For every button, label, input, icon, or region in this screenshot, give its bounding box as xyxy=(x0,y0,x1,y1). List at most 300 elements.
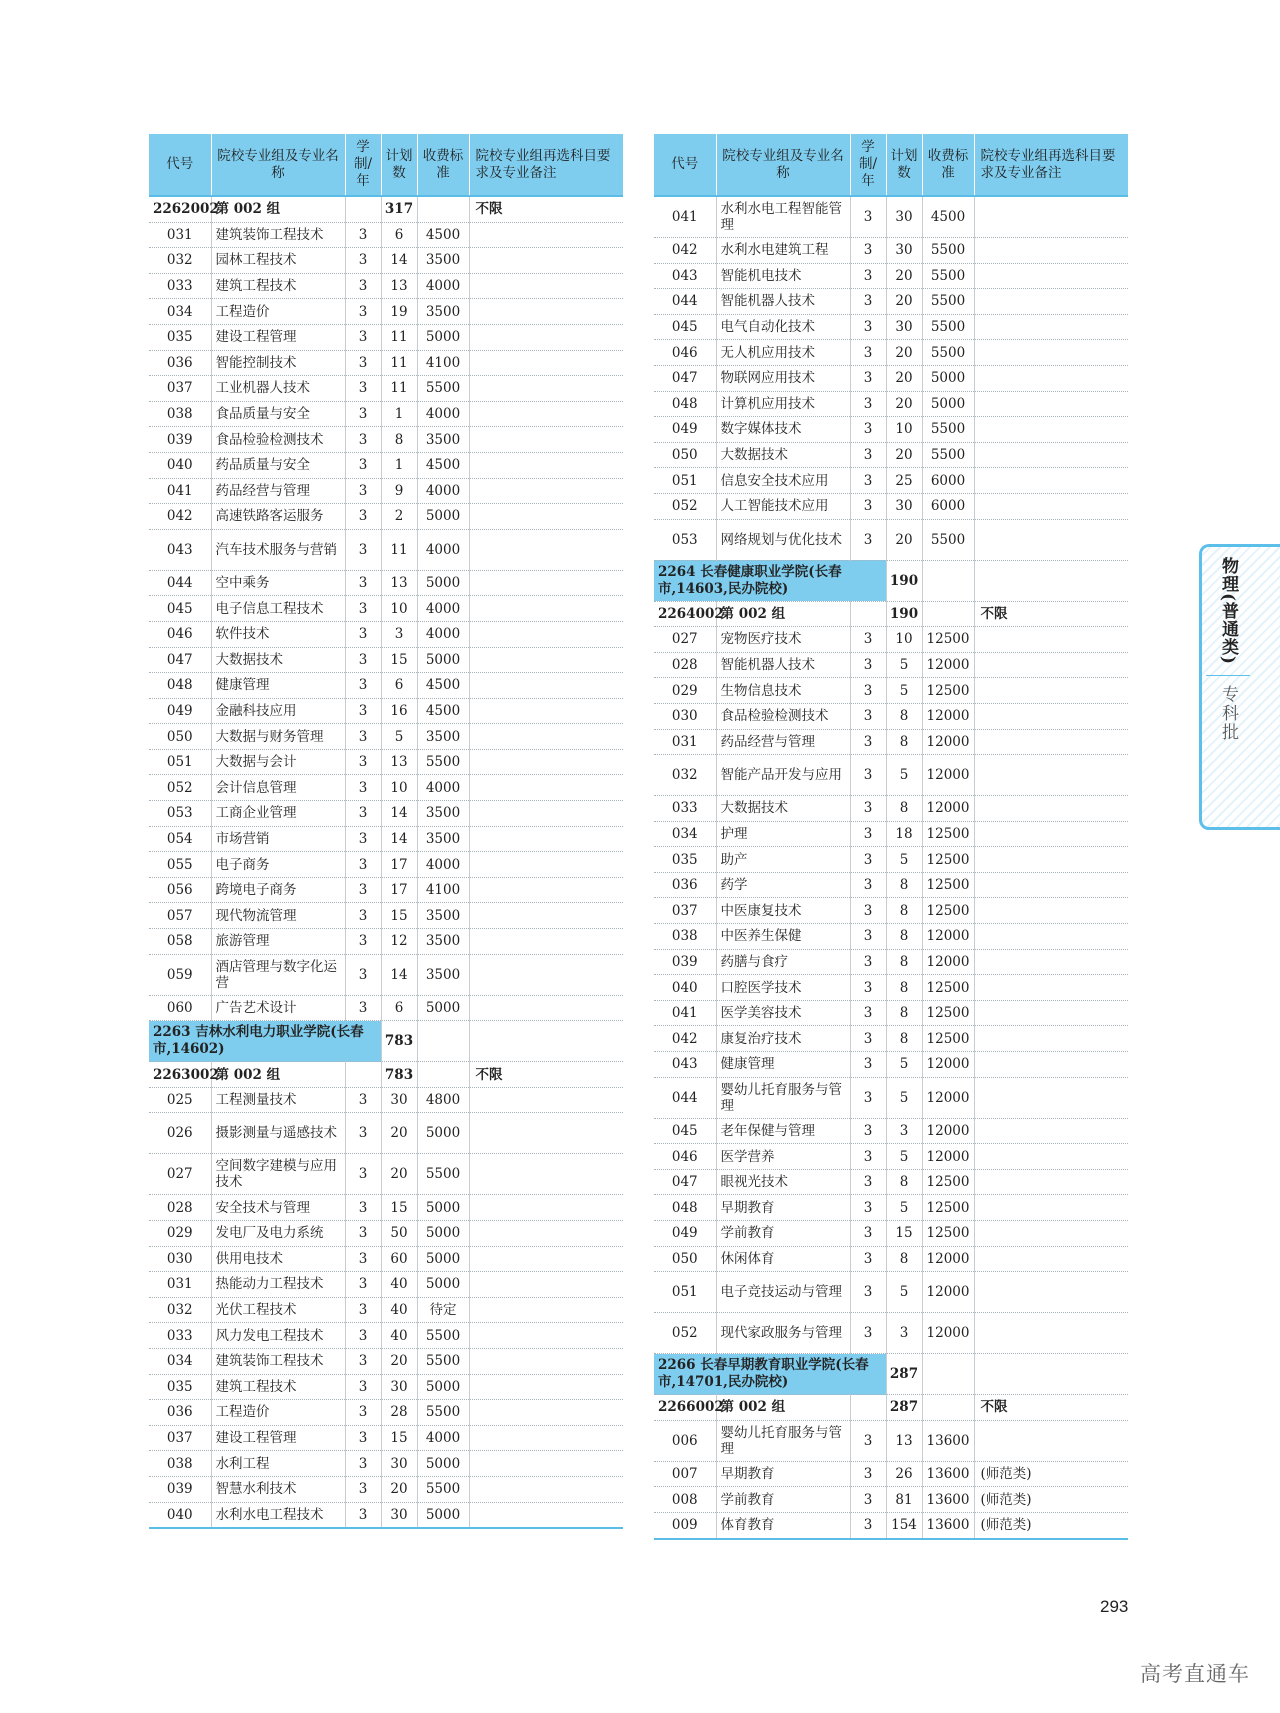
major-row xyxy=(654,755,1128,796)
major-row xyxy=(149,596,623,622)
major-years: 3 xyxy=(345,954,381,995)
major-name: 生物信息技术 xyxy=(716,678,850,704)
major-name: 工程造价 xyxy=(211,299,345,325)
major-code: 050 xyxy=(654,1246,716,1272)
major-years: 3 xyxy=(345,570,381,596)
major-years: 3 xyxy=(345,1195,381,1221)
major-code: 031 xyxy=(149,222,211,248)
major-years: 3 xyxy=(850,703,886,729)
major-plan: 11 xyxy=(381,376,417,402)
major-fee: 5000 xyxy=(417,1221,469,1247)
major-name: 工业机器人技术 xyxy=(211,376,345,402)
major-plan: 5 xyxy=(886,678,922,704)
major-years: 3 xyxy=(345,596,381,622)
major-code: 053 xyxy=(149,801,211,827)
major-name: 智能机器人技术 xyxy=(716,652,850,678)
school-name: 2264 长春健康职业学院(长春市,14603,民办院校) xyxy=(654,560,886,601)
major-plan: 16 xyxy=(381,698,417,724)
major-years: 3 xyxy=(345,1451,381,1477)
major-row xyxy=(149,1154,623,1195)
school-fee-cell xyxy=(922,1354,974,1395)
major-name: 现代物流管理 xyxy=(211,903,345,929)
major-code: 048 xyxy=(654,391,716,417)
major-years: 3 xyxy=(345,478,381,504)
major-code: 045 xyxy=(654,314,716,340)
major-years: 3 xyxy=(850,678,886,704)
major-note xyxy=(974,1221,1128,1247)
school-row xyxy=(149,1021,623,1062)
major-code: 026 xyxy=(149,1113,211,1154)
group-subject-requirement: 不限 xyxy=(974,1395,1128,1421)
major-code: 042 xyxy=(149,504,211,530)
major-years: 3 xyxy=(345,852,381,878)
major-row xyxy=(149,1348,623,1374)
major-fee: 5000 xyxy=(922,391,974,417)
major-name: 健康管理 xyxy=(211,673,345,699)
major-years: 3 xyxy=(345,504,381,530)
major-row xyxy=(654,365,1128,391)
major-row xyxy=(654,703,1128,729)
major-fee: 5000 xyxy=(417,1272,469,1298)
major-row xyxy=(149,273,623,299)
major-years: 3 xyxy=(345,1113,381,1154)
major-fee: 12000 xyxy=(922,949,974,975)
major-plan: 8 xyxy=(886,949,922,975)
major-code: 025 xyxy=(149,1087,211,1113)
major-years: 3 xyxy=(850,1195,886,1221)
major-fee: 5500 xyxy=(922,314,974,340)
major-years: 3 xyxy=(850,729,886,755)
major-name: 汽车技术服务与营销 xyxy=(211,529,345,570)
major-fee: 4000 xyxy=(417,1425,469,1451)
major-years: 3 xyxy=(345,698,381,724)
group-fee-cell xyxy=(922,601,974,627)
major-code: 033 xyxy=(654,796,716,822)
major-years: 3 xyxy=(850,417,886,443)
major-row xyxy=(149,1272,623,1298)
major-years: 3 xyxy=(345,1502,381,1528)
major-plan: 8 xyxy=(381,427,417,453)
major-note xyxy=(469,1323,623,1349)
major-name: 水利水电工程智能管理 xyxy=(716,196,850,238)
major-plan: 8 xyxy=(886,872,922,898)
major-name: 中医康复技术 xyxy=(716,898,850,924)
admission-table-left xyxy=(149,134,623,1529)
major-fee: 5500 xyxy=(417,1323,469,1349)
major-years: 3 xyxy=(850,365,886,391)
major-fee: 4000 xyxy=(417,401,469,427)
major-name: 医学营养 xyxy=(716,1144,850,1170)
major-note xyxy=(974,417,1128,443)
major-years: 3 xyxy=(850,314,886,340)
major-name: 网络规划与优化技术 xyxy=(716,519,850,560)
major-row xyxy=(654,468,1128,494)
major-row xyxy=(149,1113,623,1154)
major-name: 物联网应用技术 xyxy=(716,365,850,391)
major-years: 3 xyxy=(345,826,381,852)
group-subject-requirement: 不限 xyxy=(974,601,1128,627)
major-code: 041 xyxy=(149,478,211,504)
major-code: 028 xyxy=(654,652,716,678)
school-name: 2263 吉林水利电力职业学院(长春市,14602) xyxy=(149,1021,381,1062)
major-plan: 154 xyxy=(886,1512,922,1538)
major-code: 029 xyxy=(654,678,716,704)
major-note xyxy=(974,263,1128,289)
major-name: 供用电技术 xyxy=(211,1246,345,1272)
major-plan: 5 xyxy=(886,847,922,873)
major-name: 智慧水利技术 xyxy=(211,1476,345,1502)
major-code: 035 xyxy=(149,324,211,350)
major-fee: 3500 xyxy=(417,903,469,929)
major-note xyxy=(469,299,623,325)
major-note xyxy=(974,1144,1128,1170)
major-fee: 5500 xyxy=(417,1400,469,1426)
major-plan: 8 xyxy=(886,975,922,1001)
major-plan: 17 xyxy=(381,877,417,903)
major-plan: 20 xyxy=(886,442,922,468)
major-row xyxy=(654,1052,1128,1078)
major-fee: 13600 xyxy=(922,1420,974,1461)
major-row xyxy=(654,1313,1128,1354)
major-plan: 8 xyxy=(886,1000,922,1026)
major-note xyxy=(974,847,1128,873)
major-name: 数字媒体技术 xyxy=(716,417,850,443)
major-plan: 14 xyxy=(381,248,417,274)
major-name: 信息安全技术应用 xyxy=(716,468,850,494)
major-name: 体育教育 xyxy=(716,1512,850,1538)
major-years: 3 xyxy=(345,1425,381,1451)
major-fee: 12500 xyxy=(922,847,974,873)
major-years: 3 xyxy=(850,975,886,1001)
major-name: 电子商务 xyxy=(211,852,345,878)
major-code: 040 xyxy=(149,452,211,478)
major-name: 软件技术 xyxy=(211,621,345,647)
major-row xyxy=(654,314,1128,340)
major-plan: 30 xyxy=(886,196,922,238)
major-note xyxy=(974,949,1128,975)
major-name: 大数据技术 xyxy=(211,647,345,673)
major-plan: 18 xyxy=(886,821,922,847)
major-note xyxy=(974,821,1128,847)
group-subject-requirement: 不限 xyxy=(469,1062,623,1088)
major-row xyxy=(149,801,623,827)
major-plan: 9 xyxy=(381,478,417,504)
major-name: 水利水电建筑工程 xyxy=(716,238,850,264)
major-note xyxy=(974,468,1128,494)
major-plan: 13 xyxy=(886,1420,922,1461)
major-name: 建筑装饰工程技术 xyxy=(211,222,345,248)
major-note xyxy=(974,729,1128,755)
section-side-tab xyxy=(1199,544,1280,830)
major-note xyxy=(469,529,623,570)
major-name: 电子竞技运动与管理 xyxy=(716,1272,850,1313)
major-years: 3 xyxy=(850,1420,886,1461)
major-years: 3 xyxy=(345,1348,381,1374)
group-name: 第 002 组 xyxy=(716,601,850,627)
major-years: 3 xyxy=(345,1374,381,1400)
major-fee: 3500 xyxy=(417,248,469,274)
major-row xyxy=(654,1512,1128,1538)
major-row xyxy=(149,504,623,530)
major-code: 059 xyxy=(149,954,211,995)
major-note xyxy=(469,427,623,453)
major-years: 3 xyxy=(850,1512,886,1538)
major-name: 智能控制技术 xyxy=(211,350,345,376)
group-plan: 317 xyxy=(381,196,417,222)
major-note xyxy=(974,1026,1128,1052)
major-years: 3 xyxy=(345,1246,381,1272)
major-row xyxy=(654,340,1128,366)
group-fee-cell xyxy=(922,1395,974,1421)
major-years: 3 xyxy=(345,801,381,827)
major-name: 建筑装饰工程技术 xyxy=(211,1348,345,1374)
major-name: 食品检验检测技术 xyxy=(211,427,345,453)
major-name: 婴幼儿托育服务与管理 xyxy=(716,1420,850,1461)
major-plan: 20 xyxy=(886,289,922,315)
major-note xyxy=(469,647,623,673)
major-years: 3 xyxy=(850,238,886,264)
major-note xyxy=(469,1113,623,1154)
major-name: 安全技术与管理 xyxy=(211,1195,345,1221)
major-code: 050 xyxy=(149,724,211,750)
major-fee: 4000 xyxy=(417,621,469,647)
major-fee: 6000 xyxy=(922,468,974,494)
major-plan: 6 xyxy=(381,222,417,248)
major-code: 034 xyxy=(149,299,211,325)
major-fee: 3500 xyxy=(417,724,469,750)
group-subject-requirement: 不限 xyxy=(469,196,623,222)
major-name: 大数据技术 xyxy=(716,796,850,822)
major-plan: 1 xyxy=(381,452,417,478)
major-note xyxy=(974,924,1128,950)
major-fee: 12500 xyxy=(922,1169,974,1195)
major-plan: 5 xyxy=(886,1077,922,1118)
major-plan: 10 xyxy=(886,627,922,653)
major-fee: 12000 xyxy=(922,796,974,822)
major-fee: 12500 xyxy=(922,898,974,924)
major-plan: 15 xyxy=(381,1195,417,1221)
major-row xyxy=(654,196,1128,238)
major-fee: 12000 xyxy=(922,755,974,796)
major-code: 038 xyxy=(654,924,716,950)
major-fee: 5500 xyxy=(417,376,469,402)
major-plan: 8 xyxy=(886,924,922,950)
group-plan: 287 xyxy=(886,1395,922,1421)
major-fee: 5500 xyxy=(922,442,974,468)
major-years: 3 xyxy=(850,1000,886,1026)
major-years: 3 xyxy=(345,724,381,750)
major-plan: 8 xyxy=(886,729,922,755)
group-code: 2262002 xyxy=(149,196,211,222)
major-name: 学前教育 xyxy=(716,1487,850,1513)
major-row xyxy=(149,673,623,699)
major-plan: 15 xyxy=(381,1425,417,1451)
group-name: 第 002 组 xyxy=(211,196,345,222)
major-years: 3 xyxy=(850,340,886,366)
major-plan: 25 xyxy=(886,468,922,494)
major-name: 会计信息管理 xyxy=(211,775,345,801)
major-plan: 30 xyxy=(381,1502,417,1528)
major-row xyxy=(654,975,1128,1001)
major-row xyxy=(654,949,1128,975)
major-row xyxy=(149,1400,623,1426)
major-row xyxy=(149,1087,623,1113)
major-fee: 5500 xyxy=(417,1476,469,1502)
major-note xyxy=(974,519,1128,560)
major-plan: 13 xyxy=(381,570,417,596)
major-note xyxy=(469,452,623,478)
major-row xyxy=(149,826,623,852)
major-plan: 14 xyxy=(381,801,417,827)
major-years: 3 xyxy=(850,796,886,822)
major-row xyxy=(654,289,1128,315)
group-years-cell xyxy=(345,196,381,222)
major-fee: 5500 xyxy=(922,263,974,289)
major-plan: 10 xyxy=(886,417,922,443)
major-row xyxy=(654,847,1128,873)
major-code: 035 xyxy=(654,847,716,873)
major-fee: 12500 xyxy=(922,1221,974,1247)
major-years: 3 xyxy=(850,847,886,873)
major-plan: 1 xyxy=(381,401,417,427)
col-header-fee: 收费标准 xyxy=(922,134,974,196)
major-code: 048 xyxy=(149,673,211,699)
major-plan: 20 xyxy=(381,1348,417,1374)
major-note xyxy=(974,238,1128,264)
major-code: 035 xyxy=(149,1374,211,1400)
major-note xyxy=(974,1077,1128,1118)
major-years: 3 xyxy=(345,1400,381,1426)
major-code: 041 xyxy=(654,1000,716,1026)
major-fee: 12000 xyxy=(922,924,974,950)
major-row xyxy=(149,1425,623,1451)
col-header-note: 院校专业组再选科目要求及专业备注 xyxy=(974,134,1128,196)
major-years: 3 xyxy=(850,1169,886,1195)
major-note xyxy=(469,826,623,852)
major-code: 052 xyxy=(654,493,716,519)
major-name: 药品经营与管理 xyxy=(716,729,850,755)
major-code: 038 xyxy=(149,1451,211,1477)
major-fee: 4500 xyxy=(417,698,469,724)
major-row xyxy=(149,1374,623,1400)
major-fee: 12500 xyxy=(922,1026,974,1052)
group-plan: 783 xyxy=(381,1062,417,1088)
major-plan: 50 xyxy=(381,1221,417,1247)
major-code: 031 xyxy=(654,729,716,755)
col-header-years: 学制/年 xyxy=(345,134,381,196)
group-years-cell xyxy=(345,1062,381,1088)
major-note xyxy=(974,340,1128,366)
major-fee: 13600 xyxy=(922,1512,974,1538)
major-row xyxy=(149,427,623,453)
major-fee: 5000 xyxy=(417,1451,469,1477)
major-row xyxy=(149,222,623,248)
major-fee: 12000 xyxy=(922,1272,974,1313)
major-name: 现代家政服务与管理 xyxy=(716,1313,850,1354)
major-fee: 12000 xyxy=(922,1313,974,1354)
major-code: 045 xyxy=(149,596,211,622)
major-code: 058 xyxy=(149,929,211,955)
major-row xyxy=(149,478,623,504)
major-plan: 13 xyxy=(381,749,417,775)
major-fee: 12500 xyxy=(922,627,974,653)
major-plan: 20 xyxy=(381,1113,417,1154)
major-name: 水利工程 xyxy=(211,1451,345,1477)
major-plan: 10 xyxy=(381,775,417,801)
major-code: 050 xyxy=(654,442,716,468)
major-fee: 5000 xyxy=(417,570,469,596)
major-row xyxy=(654,238,1128,264)
major-code: 045 xyxy=(654,1118,716,1144)
major-plan: 17 xyxy=(381,852,417,878)
major-row xyxy=(654,652,1128,678)
major-fee: 12000 xyxy=(922,703,974,729)
major-name: 园林工程技术 xyxy=(211,248,345,274)
major-plan: 40 xyxy=(381,1272,417,1298)
major-row xyxy=(654,1118,1128,1144)
major-code: 043 xyxy=(149,529,211,570)
major-fee: 4500 xyxy=(417,222,469,248)
major-years: 3 xyxy=(345,324,381,350)
major-code: 051 xyxy=(654,1272,716,1313)
major-plan: 10 xyxy=(381,596,417,622)
major-fee: 5000 xyxy=(417,1374,469,1400)
major-note: (师范类) xyxy=(974,1461,1128,1487)
major-note xyxy=(974,314,1128,340)
major-code: 044 xyxy=(654,289,716,315)
major-code: 036 xyxy=(654,872,716,898)
major-fee: 4000 xyxy=(417,852,469,878)
major-fee: 4000 xyxy=(417,596,469,622)
major-name: 早期教育 xyxy=(716,1195,850,1221)
major-plan: 8 xyxy=(886,1246,922,1272)
major-plan: 40 xyxy=(381,1323,417,1349)
major-name: 护理 xyxy=(716,821,850,847)
major-note xyxy=(974,1052,1128,1078)
major-fee: 13600 xyxy=(922,1461,974,1487)
major-plan: 19 xyxy=(381,299,417,325)
major-fee: 5000 xyxy=(417,1246,469,1272)
major-fee: 5500 xyxy=(417,1154,469,1195)
major-years: 3 xyxy=(345,749,381,775)
major-note xyxy=(469,1221,623,1247)
major-row xyxy=(654,519,1128,560)
major-years: 3 xyxy=(345,995,381,1021)
major-plan: 5 xyxy=(886,1144,922,1170)
major-plan: 15 xyxy=(886,1221,922,1247)
major-name: 金融科技应用 xyxy=(211,698,345,724)
major-years: 3 xyxy=(850,1077,886,1118)
major-plan: 5 xyxy=(886,1195,922,1221)
major-fee: 5500 xyxy=(922,289,974,315)
major-name: 中医养生保健 xyxy=(716,924,850,950)
major-note xyxy=(469,596,623,622)
major-years: 3 xyxy=(850,1246,886,1272)
major-years: 3 xyxy=(345,248,381,274)
major-name: 健康管理 xyxy=(716,1052,850,1078)
school-note-cell xyxy=(469,1021,623,1062)
major-row xyxy=(149,954,623,995)
major-plan: 30 xyxy=(381,1374,417,1400)
major-fee: 3500 xyxy=(417,826,469,852)
major-years: 3 xyxy=(345,1476,381,1502)
major-note xyxy=(974,391,1128,417)
major-plan: 81 xyxy=(886,1487,922,1513)
major-name: 建设工程管理 xyxy=(211,1425,345,1451)
major-plan: 11 xyxy=(381,324,417,350)
major-years: 3 xyxy=(345,1323,381,1349)
major-fee: 3500 xyxy=(417,299,469,325)
